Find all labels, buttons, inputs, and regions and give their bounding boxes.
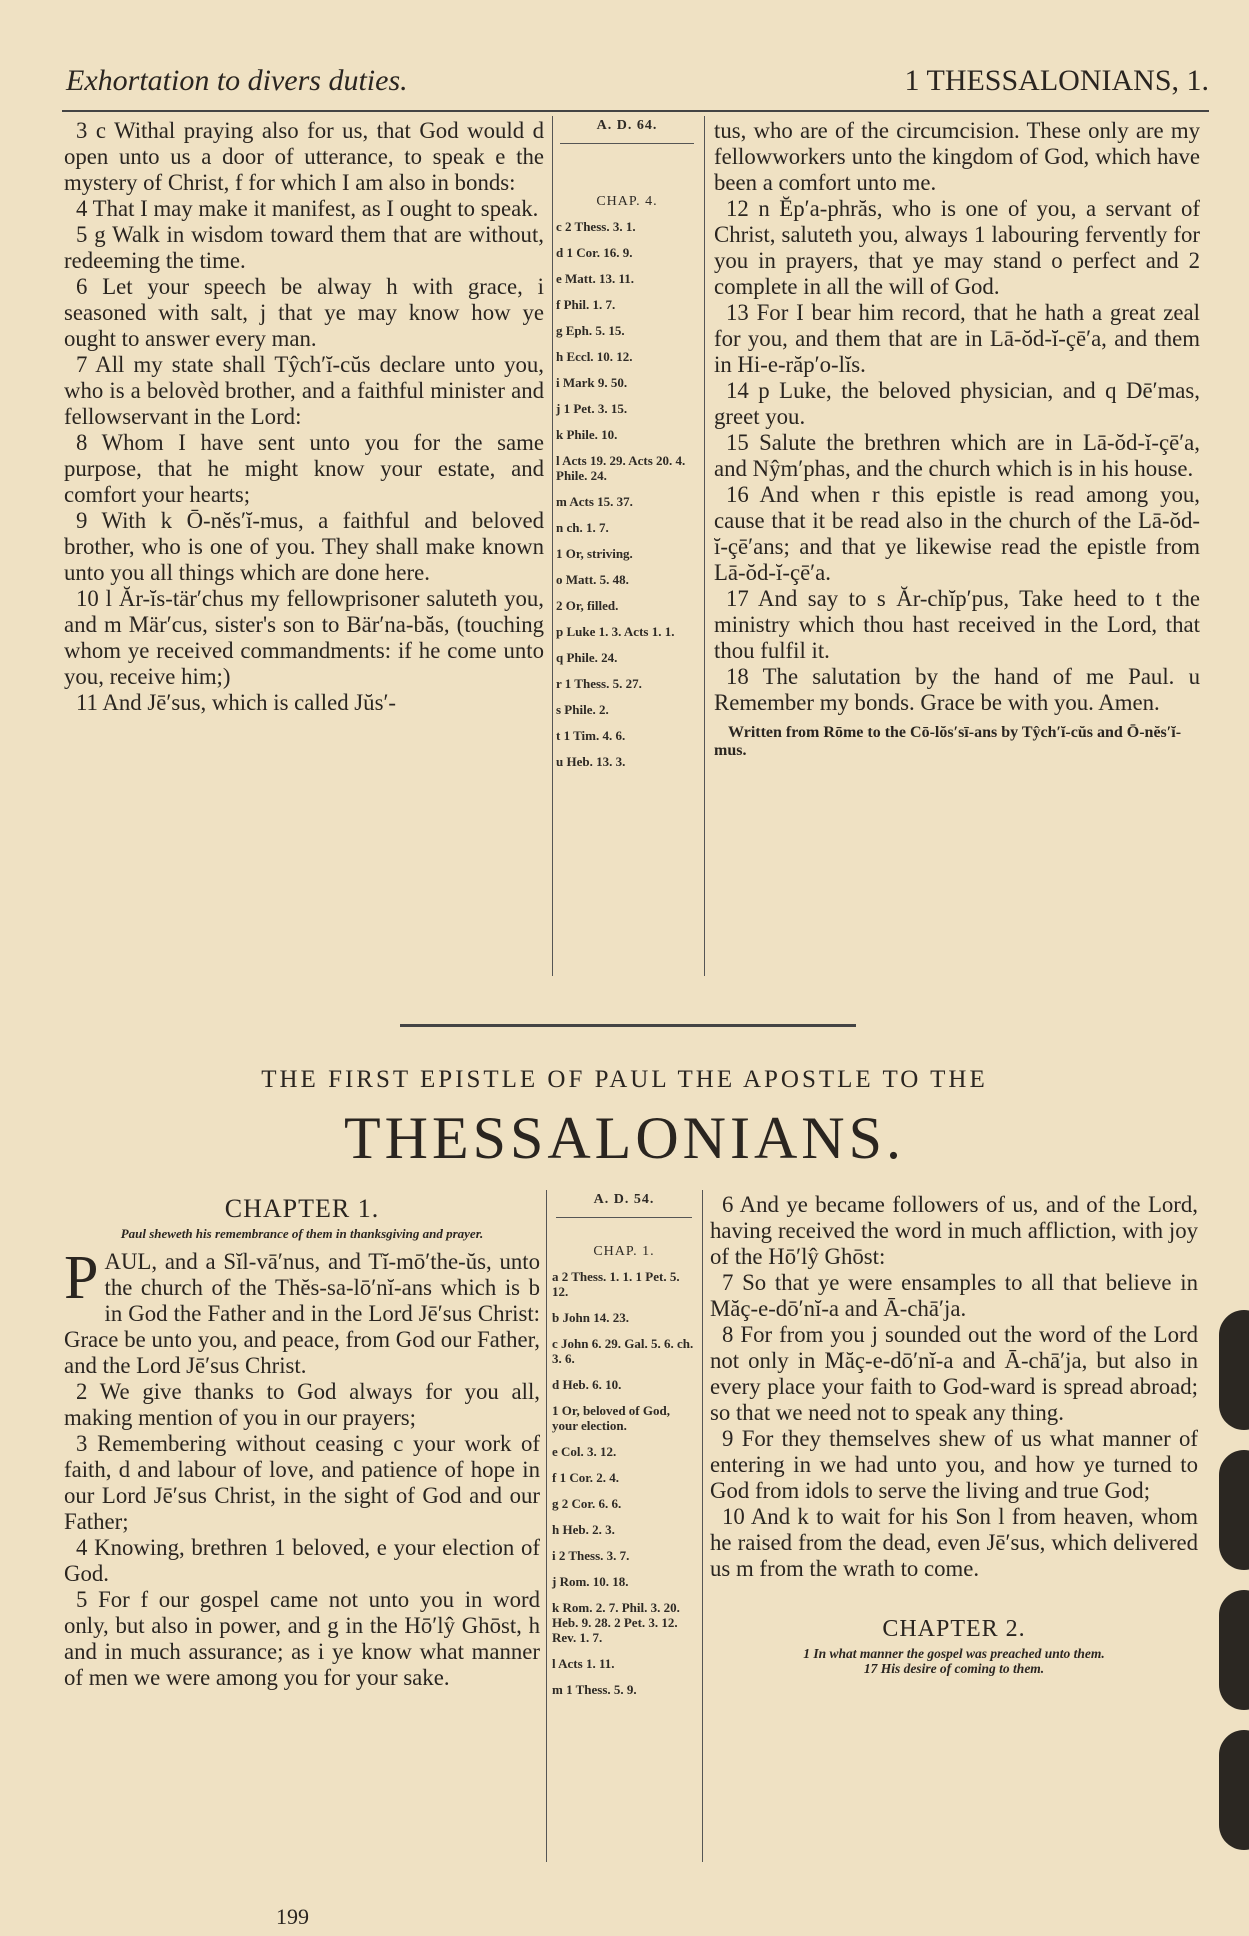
cross-reference: 2 Or, filled. — [556, 598, 619, 613]
running-head-left: Exhortation to divers duties. — [66, 64, 408, 97]
cross-reference: g Eph. 5. 15. — [556, 323, 625, 338]
cross-reference: h Eccl. 10. 12. — [556, 349, 633, 364]
verse: 8 Whom I have sent unto you for the same purpose, that he might know your estate, and comfort your hearts; — [64, 430, 544, 507]
verse: 6 And ye became followers of us, and of the Lord, having received the word in much affliction, with joy of the Hō′lŷ Ghōst: — [710, 1192, 1198, 1269]
verse — [64, 1244, 540, 1379]
thumb-index-tab[interactable] — [1219, 1450, 1249, 1570]
margin-rule — [560, 143, 694, 144]
cross-reference: l Acts 1. 11. — [552, 1656, 615, 1671]
section-separator — [400, 1024, 856, 1027]
epistle-heading: THE FIRST EPISTLE OF PAUL THE APOSTLE TO THE — [261, 1066, 988, 1093]
cross-reference: i Mark 9. 50. — [556, 375, 628, 390]
cross-reference: 1 Or, striving. — [556, 546, 633, 561]
verse: 14 p Luke, the beloved physician, and q Dē′mas, greet you. — [714, 378, 1200, 429]
book-title: THESSALONIANS. — [343, 1105, 906, 1171]
verse: 13 For I bear him record, that he hath a great zeal for you, and them that are in Lā-ŏd-ĭ-çē′a, and them in Hi-e-răp′o-lĭs. — [714, 300, 1200, 377]
cross-reference: s Phile. 2. — [556, 702, 609, 717]
year-note: A. D. 54. — [593, 1192, 655, 1207]
cross-reference: k Rom. 2. 7. Phil. 3. 20. Heb. 9. 28. 2 Pet. 3. 12. Rev. 1. 7. — [552, 1600, 680, 1645]
cross-reference: t 1 Tim. 4. 6. — [556, 728, 626, 743]
verse: 9 For they themselves shew of us what manner of entering in we had unto you, and how ye turned to God from idols to serve the living and true God; — [710, 1426, 1198, 1503]
verse: 8 For from you j sounded out the word of the Lord not only in Măç-e-dō′nĭ-a and Ā-chā′ja, but also in every place your faith to God-ward is spread abroad; so that we need not to speak any thing. — [710, 1322, 1198, 1425]
verse: 4 That I may make it manifest, as I ought to speak. — [76, 196, 539, 221]
subscription: Written from Rōme to the Cō-lŏs′sī-ans by Tŷch′ĭ-cŭs and Ō-nĕs′ĭ-mus. — [714, 724, 1182, 759]
verse: 7 All my state shall Tŷch′ĭ-cŭs declare unto you, who is a belovèd brother, and a faithful minister and fellowservant in the Lord: — [64, 352, 544, 429]
column-divider — [704, 116, 705, 976]
verse: tus, who are of the circumcision. These only are my fellowworkers unto the kingdom of God, which have been a comfort unto me. — [714, 118, 1200, 195]
chapter-heading: CHAPTER 2. — [882, 1616, 1026, 1642]
cross-reference: u Heb. 13. 3. — [556, 754, 626, 769]
page-number: 199 — [276, 1904, 309, 1929]
chapter-note: CHAP. 1. — [593, 1244, 655, 1259]
thumb-index-tab[interactable] — [1219, 1310, 1249, 1430]
cross-reference: i 2 Thess. 3. 7. — [552, 1548, 630, 1563]
verse: 7 So that ye were ensamples to all that believe in Măç-e-dō′nĭ-a and Ā-chā′ja. — [710, 1270, 1198, 1321]
cross-reference: g 2 Cor. 6. 6. — [552, 1496, 622, 1511]
cross-reference: d 1 Cor. 16. 9. — [556, 245, 633, 260]
cross-reference: h Heb. 2. 3. — [552, 1522, 615, 1537]
header-rule — [62, 110, 1209, 112]
cross-reference: f Phil. 1. 7. — [556, 297, 616, 312]
colossians-margin-references — [556, 118, 698, 780]
cross-reference: d Heb. 6. 10. — [552, 1377, 622, 1392]
thessalonians-right-column — [710, 1192, 1198, 1676]
verse: 5 For f our gospel came not unto you in word only, but also in power, and g in the Hō′lŷ Ghōst, h and in much assurance; as i ye know what manner of men we were among you for your sake. — [64, 1587, 540, 1690]
colossians-right-column — [714, 118, 1200, 760]
running-head-right: 1 THESSALONIANS, 1. — [904, 64, 1209, 97]
verse: 3 c Withal praying also for us, that God would d open unto us a door of utterance, to speak e the mystery of Christ, f for which I am also in bonds: — [64, 118, 544, 195]
cross-reference: k Phile. 10. — [556, 427, 618, 442]
cross-reference: n ch. 1. 7. — [556, 520, 609, 535]
chapter-summary: 17 His desire of coming to them. — [863, 1661, 1045, 1676]
verse: 10 And k to wait for his Son l from heaven, whom he raised from the dead, even Jē′sus, which delivered us m from the wrath to come. — [710, 1504, 1198, 1581]
cross-reference: p Luke 1. 3. Acts 1. 1. — [556, 624, 675, 639]
cross-reference: e Matt. 13. 11. — [556, 271, 634, 286]
chapter-summary: Paul sheweth his remembrance of them in thanksgiving and prayer. — [120, 1226, 484, 1241]
cross-reference: b John 14. 23. — [552, 1310, 629, 1325]
cross-reference: j Rom. 10. 18. — [552, 1574, 629, 1589]
thumb-index-tab[interactable] — [1219, 1730, 1249, 1850]
verse: 11 And Jē′sus, which is called Jŭs′- — [76, 690, 397, 715]
verse-text: AUL, and a Sĭl-vā′nus, and Tĭ-mō′the-ŭs, unto the church of the Thĕs-sa-lō′nĭ-ans which is b in God the Father and in the Lord Jē′sus Christ: Grace be unto you, and peace, from God our Father, and the Lord Jē′sus Christ. — [64, 1249, 540, 1378]
column-divider — [702, 1190, 703, 1862]
cross-reference: q Phile. 24. — [556, 650, 618, 665]
margin-rule — [556, 1217, 692, 1218]
cross-reference: c John 6. 29. Gal. 5. 6. ch. 3. 6. — [552, 1336, 694, 1366]
chapter-summary: 1 In what manner the gospel was preached unto them. — [803, 1646, 1105, 1661]
verse: 6 Let your speech be alway h with grace, i seasoned with salt, j that ye may know how ye ought to answer every man. — [64, 274, 544, 351]
verse: 3 Remembering without ceasing c your work of faith, d and labour of love, and patience of hope in our Lord Jē′sus Christ, in the sight of God and our Father; — [64, 1431, 540, 1534]
drop-cap: P — [64, 1244, 99, 1312]
verse: 16 And when r this epistle is read among you, cause that it be read also in the church of the Lā-ŏd-ĭ-çē′ans; and that ye likewise read the epistle from Lā-ŏd-ĭ-çē′a. — [714, 482, 1200, 585]
verse: 9 With k Ō-nĕs′ĭ-mus, a faithful and beloved brother, who is one of you. They shall make known unto you all things which are done here. — [64, 508, 544, 585]
chapter-note: CHAP. 4. — [596, 194, 658, 209]
thessalonians-margin-references — [552, 1192, 696, 1708]
verse: 17 And say to s Ăr-chĭp′pus, Take heed to t the ministry which thou hast received in the Lord, that thou fulfil it. — [714, 586, 1200, 663]
cross-reference: m Acts 15. 37. — [556, 494, 633, 509]
verse: 4 Knowing, brethren 1 beloved, e your election of God. — [64, 1535, 540, 1586]
cross-reference: m 1 Thess. 5. 9. — [552, 1682, 637, 1697]
thumb-index-tab[interactable] — [1219, 1590, 1249, 1710]
colossians-left-column — [64, 118, 544, 716]
cross-reference: e Col. 3. 12. — [552, 1444, 617, 1459]
cross-reference: r 1 Thess. 5. 27. — [556, 676, 642, 691]
cross-reference: j 1 Pet. 3. 15. — [556, 401, 628, 416]
cross-reference: l Acts 19. 29. Acts 20. 4. Phile. 24. — [556, 453, 686, 483]
verse: 18 The salutation by the hand of me Paul. u Remember my bonds. Grace be with you. Amen. — [714, 664, 1200, 715]
verse: 15 Salute the brethren which are in Lā-ŏd-ĭ-çē′a, and Nŷm′phas, and the church which is in his house. — [714, 430, 1200, 481]
verse: 2 We give thanks to God always for you all, making mention of you in our prayers; — [64, 1379, 540, 1430]
thessalonians-left-column — [64, 1192, 540, 1691]
verse: 5 g Walk in wisdom toward them that are without, redeeming the time. — [64, 222, 544, 273]
verse: 12 n Ĕp′a-phrăs, who is one of you, a servant of Christ, saluteth you, always 1 labouring fervently for you in prayers, that ye may stand o perfect and 2 complete in all the will of God. — [714, 196, 1200, 299]
cross-reference: a 2 Thess. 1. 1. 1 Pet. 5. 12. — [552, 1269, 680, 1299]
cross-reference: c 2 Thess. 3. 1. — [556, 219, 636, 234]
cross-reference: 1 Or, beloved of God, your election. — [552, 1403, 670, 1433]
column-divider — [546, 1190, 547, 1862]
column-divider — [552, 116, 553, 976]
cross-reference: o Matt. 5. 48. — [556, 572, 629, 587]
cross-reference: f 1 Cor. 2. 4. — [552, 1470, 620, 1485]
verse: 10 l Ăr-ĭs-tär′chus my fellowprisoner saluteth you, and m Mär′cus, sister's son to Bär′na-băs, (touching whom ye received commandments: if he come unto you, receive him;) — [64, 586, 544, 689]
year-note: A. D. 64. — [596, 118, 658, 133]
chapter-heading: CHAPTER 1. — [224, 1194, 380, 1223]
